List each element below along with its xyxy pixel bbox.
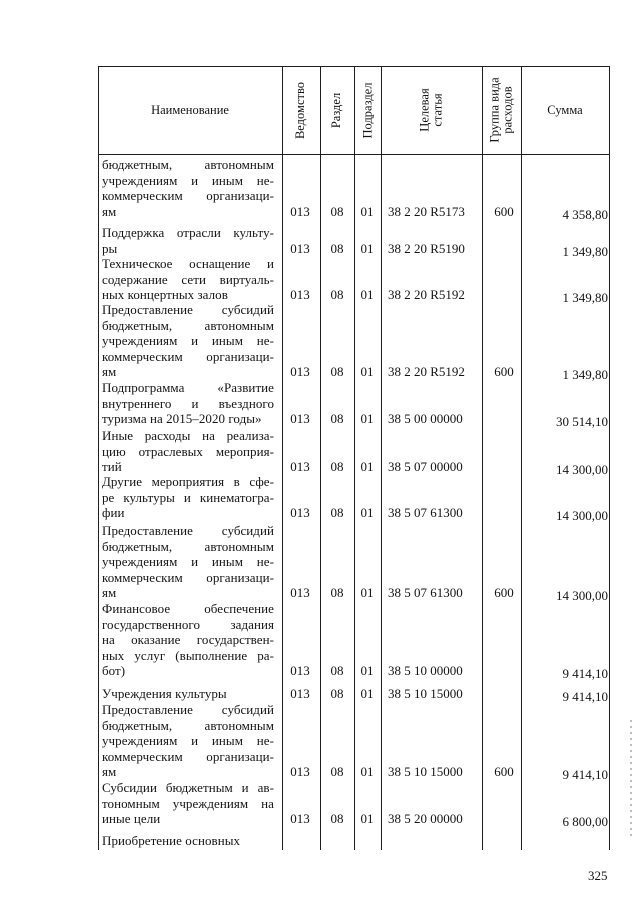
scan-edge-artifact — [630, 720, 632, 840]
row-celevaya-statya: 38 2 20 R5192 — [388, 364, 465, 379]
header-vedomstvo-label: Ведомство — [293, 81, 308, 139]
row-celevaya-statya: 38 2 20 R5190 — [388, 240, 465, 256]
row-celevaya-statya: 38 5 07 61300 — [388, 585, 463, 600]
row-name-line: коммерческим организаци- — [102, 348, 274, 364]
row-name-line: коммерческим организаци- — [102, 748, 274, 764]
row-razdel: 08 — [330, 287, 344, 302]
page-number: 325 — [588, 868, 608, 883]
row-gruppa-rashodov: 600 — [494, 764, 514, 779]
row-name-line: Предоставление субсидий — [102, 523, 274, 538]
header-name — [98, 66, 282, 154]
row-name-line: Подпрограмма «Развитие — [102, 380, 274, 395]
row-name — [102, 380, 274, 427]
row-vedomstvo: 013 — [290, 203, 310, 219]
row-podrazdel: 01 — [360, 663, 374, 678]
col-divider-celevaya — [482, 66, 483, 850]
row-name-line: коммерческим организаци- — [102, 569, 274, 585]
row-name — [102, 686, 274, 702]
row-name-line: бюджетным, автономным — [102, 717, 274, 733]
row-summa: 30 514,10 — [556, 414, 608, 429]
row-name — [102, 474, 274, 521]
row-name-line: на оказание государствен- — [102, 632, 274, 647]
row-podrazdel: 01 — [360, 505, 374, 520]
row-razdel: 08 — [330, 663, 344, 678]
row-summa: 14 300,00 — [556, 508, 608, 523]
row-summa: 1 349,80 — [562, 243, 608, 259]
row-name — [102, 833, 274, 849]
row-name-line: Другие мероприятия в сфе- — [102, 474, 274, 489]
row-name-line: туризма на 2015–2020 годы» — [102, 411, 262, 426]
row-summa: 6 800,00 — [562, 814, 608, 829]
row-vedomstvo: 013 — [290, 686, 310, 701]
row-vedomstvo: 013 — [290, 811, 310, 826]
row-podrazdel: 01 — [360, 459, 374, 474]
header-celevaya — [381, 66, 482, 154]
row-name-line: бюджетным, автономным — [102, 317, 274, 333]
table-left-border — [98, 66, 99, 850]
row-summa: 14 300,00 — [556, 588, 608, 603]
header-celevaya-label-2: статья — [430, 93, 445, 127]
row-podrazdel: 01 — [360, 411, 374, 426]
row-name-line: Предоставление субсидий — [102, 302, 274, 317]
row-vedomstvo: 013 — [290, 459, 310, 474]
row-razdel: 08 — [330, 505, 344, 520]
row-celevaya-statya: 38 2 20 R5192 — [388, 287, 465, 302]
row-vedomstvo: 013 — [290, 287, 310, 302]
row-gruppa-rashodov: 600 — [494, 203, 514, 219]
row-name-line: тономным учреждениям на — [102, 795, 274, 811]
row-name-line: ям — [102, 364, 117, 379]
col-divider-razdel — [354, 66, 355, 850]
col-divider-name — [282, 66, 283, 850]
header-celevaya-label-1: Целевая — [417, 88, 432, 132]
header-gruppa-group — [489, 77, 515, 142]
row-name-line: внутреннего и въездного — [102, 395, 274, 411]
row-gruppa-rashodov: 600 — [494, 364, 514, 379]
row-summa: 1 349,80 — [562, 367, 608, 382]
row-razdel: 08 — [330, 686, 344, 701]
row-celevaya-statya: 38 5 10 15000 — [388, 686, 463, 701]
row-podrazdel: 01 — [360, 364, 374, 379]
header-podrazdel-label: Подраздел — [360, 82, 374, 138]
header-razdel — [320, 66, 354, 154]
row-celevaya-statya: 38 5 07 61300 — [388, 505, 463, 520]
row-razdel: 08 — [330, 203, 344, 219]
row-vedomstvo: 013 — [290, 411, 310, 426]
row-name-line: Субсидии бюджетным и ав- — [102, 780, 274, 795]
header-razdel-label: Раздел — [329, 92, 344, 128]
row-name — [102, 157, 274, 219]
row-name — [102, 523, 274, 601]
row-razdel: 08 — [330, 764, 344, 779]
row-summa: 4 358,80 — [562, 206, 608, 222]
row-name-line: коммерческим организаци- — [102, 188, 274, 203]
row-celevaya-statya: 38 5 10 15000 — [388, 764, 463, 779]
row-name-line: учреждениям и иным не- — [102, 172, 274, 188]
row-name-line: Иные расходы на реализа- — [102, 428, 274, 443]
row-razdel: 08 — [330, 585, 344, 600]
row-razdel: 08 — [330, 459, 344, 474]
row-name-line: Приобретение основных — [102, 833, 241, 848]
row-name — [102, 780, 274, 827]
row-podrazdel: 01 — [360, 686, 374, 701]
row-name — [102, 428, 274, 475]
row-name — [102, 702, 274, 780]
row-name-line: тий — [102, 459, 122, 474]
header-summa-label: Сумма — [547, 102, 583, 117]
row-name-line: ных концертных залов — [102, 287, 228, 302]
row-summa: 1 349,80 — [562, 290, 608, 305]
row-name-line: Техническое оснащение и — [102, 256, 274, 271]
row-razdel: 08 — [330, 364, 344, 379]
row-celevaya-statya: 38 2 20 R5173 — [388, 203, 465, 219]
row-name — [102, 302, 274, 380]
row-name-line: цию отраслевых мероприя- — [102, 443, 274, 459]
row-name-line: ям — [102, 585, 117, 600]
row-name — [102, 601, 274, 679]
header-podrazdel — [354, 66, 381, 154]
row-vedomstvo: 013 — [290, 663, 310, 678]
row-celevaya-statya: 38 5 20 00000 — [388, 811, 463, 826]
row-vedomstvo: 013 — [290, 764, 310, 779]
row-razdel: 08 — [330, 811, 344, 826]
row-name-line: учреждениям и иным не- — [102, 333, 274, 348]
row-name-line: иные цели — [102, 811, 161, 826]
row-vedomstvo: 013 — [290, 585, 310, 600]
col-divider-podrazdel — [381, 66, 382, 850]
row-name-line: ры — [102, 240, 118, 256]
row-celevaya-statya: 38 5 07 00000 — [388, 459, 463, 474]
row-name-line: ре культуры и кинематогра- — [102, 489, 274, 505]
row-summa: 9 414,10 — [562, 767, 608, 782]
row-name-line: учреждениям и иным не- — [102, 733, 274, 748]
header-summa — [521, 66, 609, 154]
header-celevaya-group — [419, 88, 445, 131]
row-podrazdel: 01 — [360, 287, 374, 302]
col-divider-vedomstvo — [320, 66, 321, 850]
row-vedomstvo: 013 — [290, 505, 310, 520]
table-right-border — [609, 66, 610, 850]
row-summa: 9 414,10 — [562, 689, 608, 704]
row-name-line: бюджетным, автономным — [102, 157, 274, 172]
row-name-line: государственного задания — [102, 616, 274, 632]
header-gruppa-label-2: расходов — [500, 86, 515, 134]
row-podrazdel: 01 — [360, 240, 374, 256]
row-name-line: ям — [102, 764, 117, 779]
row-celevaya-statya: 38 5 00 00000 — [388, 411, 463, 426]
row-name — [102, 256, 274, 303]
row-name-line: фии — [102, 505, 125, 520]
row-name-line: ных услуг (выполнение ра- — [102, 647, 274, 663]
row-razdel: 08 — [330, 240, 344, 256]
row-razdel: 08 — [330, 411, 344, 426]
row-gruppa-rashodov: 600 — [494, 585, 514, 600]
row-celevaya-statya: 38 5 10 00000 — [388, 663, 463, 678]
row-vedomstvo: 013 — [290, 240, 310, 256]
row-name — [102, 225, 274, 256]
row-podrazdel: 01 — [360, 585, 374, 600]
header-gruppa-label-1: Группа вида — [487, 77, 502, 143]
row-name-line: Предоставление субсидий — [102, 702, 274, 717]
row-summa: 14 300,00 — [556, 462, 608, 477]
header-name-label: Наименование — [151, 102, 229, 117]
row-name-line: учреждениям и иным не- — [102, 554, 274, 569]
row-name-line: бот) — [102, 663, 126, 678]
row-podrazdel: 01 — [360, 203, 374, 219]
row-name-line: содержание сети виртуаль- — [102, 271, 274, 287]
row-name-line: Поддержка отрасли культу- — [102, 225, 274, 240]
row-vedomstvo: 013 — [290, 364, 310, 379]
header-gruppa — [482, 66, 521, 154]
row-name-line: Учреждения культуры — [102, 686, 227, 701]
row-name-line: Финансовое обеспечение — [102, 601, 274, 616]
row-name-line: бюджетным, автономным — [102, 538, 274, 554]
row-summa: 9 414,10 — [562, 666, 608, 681]
col-divider-gruppa — [521, 66, 522, 850]
header-vedomstvo — [282, 66, 320, 154]
row-podrazdel: 01 — [360, 811, 374, 826]
row-podrazdel: 01 — [360, 764, 374, 779]
row-name-line: ям — [102, 203, 117, 219]
